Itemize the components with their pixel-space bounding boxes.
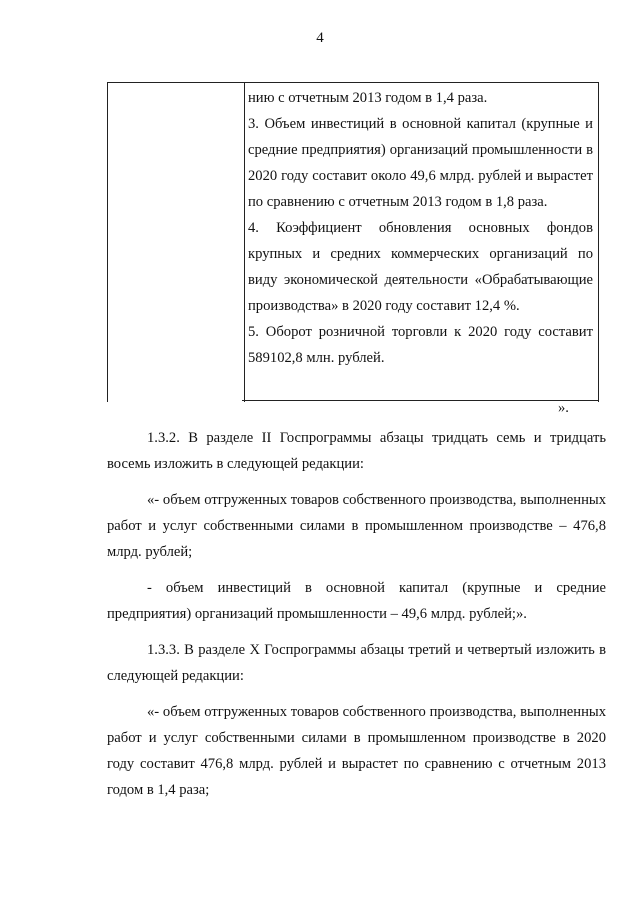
table-column-divider <box>244 83 245 402</box>
paragraph-1-3-2: 1.3.2. В разделе II Госпрограммы абзацы тридцать семь и тридцать восемь изложить в следующей редакции: <box>107 430 606 472</box>
paragraph-1-3-3: 1.3.3. В разделе X Госпрограммы абзацы третий и четвертый изложить в следующей редакции: <box>107 642 606 684</box>
document-body <box>107 425 606 803</box>
paragraph-investments: - объем инвестиций в основной капитал (крупные и средние предприятия) организаций промышленности – 49,6 млрд. рублей;». <box>107 580 606 622</box>
paragraph-quote-shipped-goods: «- объем отгруженных товаров собственного производства, выполненных работ и услуг собственными силами в промышленном производстве – 476,8 млрд. рублей; <box>107 492 606 560</box>
table-cell-item-3: 3. Объем инвестиций в основной капитал (крупные и средние предприятия) организаций промышленности в 2020 году составит около 49,6 млрд. рублей и вырастет по сравнению с отчетным 2013 годом в 1,8 раза. <box>248 116 593 210</box>
closing-quote: ». <box>558 400 569 416</box>
table-cell-item-4: 4. Коэффициент обновления основных фондов крупных и средних коммерческих организаций по виду экономической деятельности «Обрабатывающие производства» в 2020 году составит 12,4 %. <box>248 220 593 314</box>
table-cell-line: нию с отчетным 2013 годом в 1,4 раза. <box>248 90 488 106</box>
table-right-cell <box>248 85 593 371</box>
indicators-table <box>107 82 599 402</box>
table-cell-item-5: 5. Оборот розничной торговли к 2020 году составит 589102,8 млн. рублей. <box>248 324 593 366</box>
paragraph-quote-shipped-goods-2020: «- объем отгруженных товаров собственного производства, выполненных работ и услуг собственными силами в промышленном производстве в 2020 году составит 476,8 млрд. рублей и вырастет по сравнению с отчетным 2013 годом в 1,4 раза; <box>107 704 606 798</box>
table-bottom-border <box>242 400 599 401</box>
page-number: 4 <box>316 30 324 46</box>
